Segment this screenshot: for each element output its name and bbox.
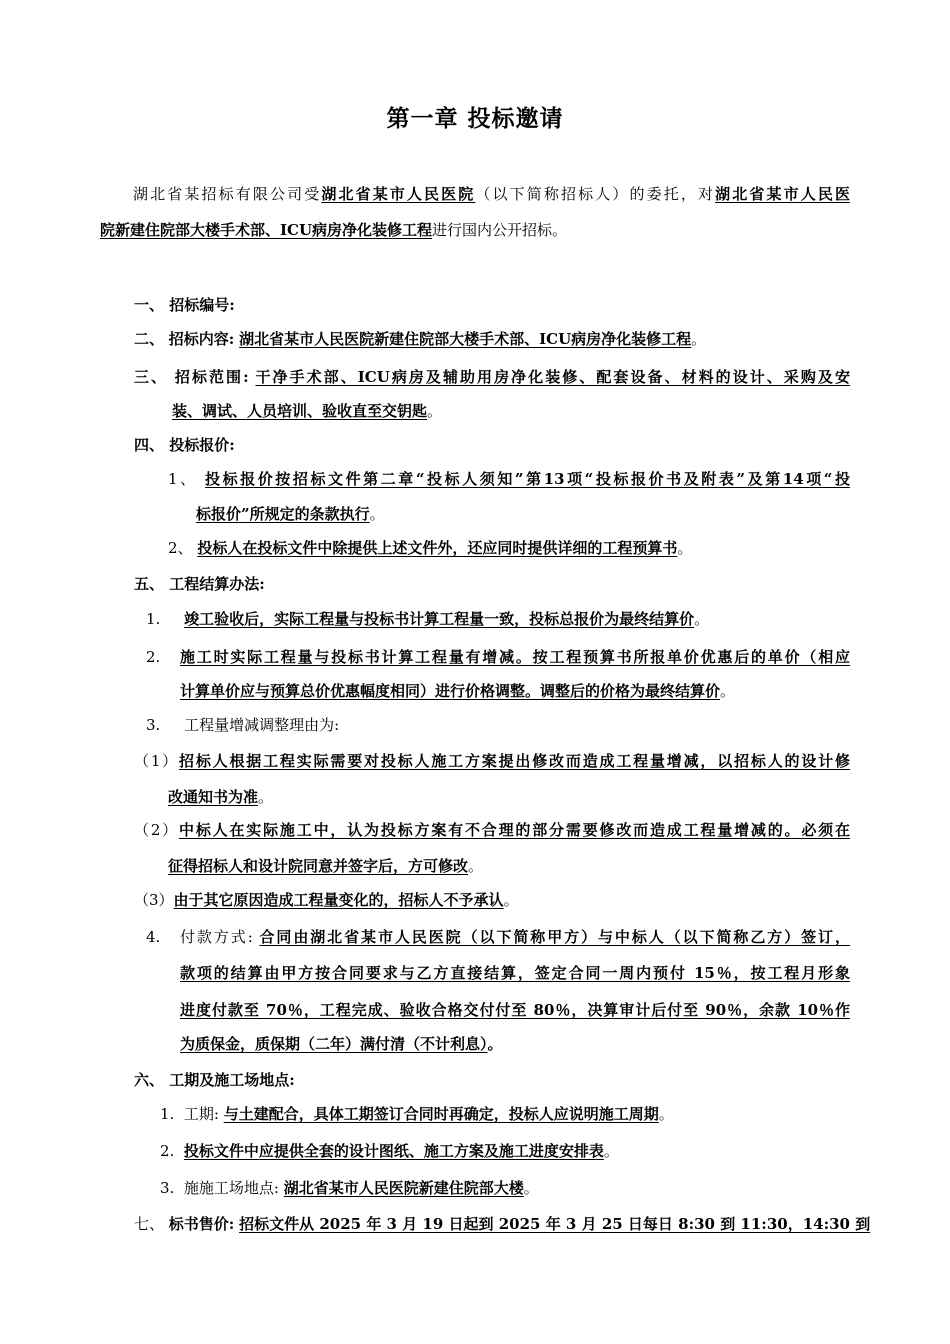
section-6-item-3 [160,1178,539,1198]
section-5-item-2-line-1 [180,647,850,667]
section-4 [134,435,235,455]
item-text: 标报价”所规定的条款执行 [196,505,370,523]
section-5-sub-1-line-2 [168,787,273,807]
item-number: 1、 [168,470,198,488]
section-number: 六、 [134,1071,165,1089]
section-6-item-2 [160,1141,619,1161]
item-text: 投标人在投标文件中除提供上述文件外，还应同时提供详细的工程预算书 [197,539,678,557]
sub-text: 改通知书为准 [168,788,259,806]
item-text: 投标文件中应提供全套的设计图纸、施工方案及施工进度安排表 [183,1142,604,1160]
project-name: 院新建住院部大楼手术部、ICU病房净化装修工程 [100,221,433,239]
section-5-item-4-line-2 [180,963,850,983]
item-text: 进度付款至 70％，工程完成、验收合格交付付至 80％，决算审计后付至 90％，余款 10％作 [180,1001,850,1019]
item-text: 施工时实际工程量与投标书计算工程量有增减。按工程预算书所报单价优惠后的单价（相应 [180,648,850,666]
punct: 。 [487,1035,503,1053]
item-label: 付款方式: [180,928,253,946]
section-5-item-4-number [146,927,160,947]
item-text: 湖北省某市人民医院新建住院部大楼 [283,1179,524,1197]
sub-text: 征得招标人和设计院同意并签字后，方可修改 [168,857,469,875]
section-3-line-2 [172,401,442,421]
punct: 。 [369,505,385,523]
item-number: 1. [160,1105,175,1123]
item-number: 3. [146,716,161,734]
section-label: 招标内容: [168,330,235,348]
intro-line-1 [133,184,850,204]
punct: 。 [427,402,443,420]
section-1 [134,295,235,315]
section-number: 一、 [134,296,165,314]
item-text: 投标报价按招标文件第二章“投标人须知”第13项“投标报价书及附表”及第14项“投 [205,470,850,488]
section-text: 湖北省某市人民医院新建住院部大楼手术部、ICU病房净化装修工程 [239,330,692,348]
section-5-sub-2-line-1 [134,820,850,840]
sub-text: 由于其它原因造成工程量变化的，招标人不予承认 [173,891,504,909]
section-5 [134,574,265,594]
chapter-title: 第一章 投标邀请 [386,105,564,132]
section-number: 三、 [134,368,169,386]
punct: 。 [677,539,693,557]
punct: 。 [523,1179,539,1197]
intro-text: （以下简称招标人）的委托，对 [475,185,716,203]
section-label: 工程结算办法: [169,575,265,593]
item-label: 施施工场地点: [183,1179,279,1197]
punct: 。 [691,330,707,348]
item-number: 2. [146,648,161,666]
item-text: 工程量增减调整理由为: [184,716,340,734]
section-5-item-1 [146,609,709,629]
section-label: 工期及施工场地点: [169,1071,295,1089]
item-text: 竣工验收后，实际工程量与投标书计算工程量一致，投标总报价为最终结算价 [184,610,695,628]
section-5-sub-2-line-2 [168,856,483,876]
section-5-item-2-line-2 [180,681,735,701]
punct: 。 [694,610,710,628]
item-text: 计算单价应与预算总价优惠幅度相同）进行价格调整。调整后的价格为最终结算价 [180,682,721,700]
section-7 [134,1214,871,1234]
item-number: 1. [146,610,161,628]
sub-number: （1） [134,752,180,770]
sub-number: （3） [134,891,174,909]
section-text: 干净手术部、ICU病房及辅助用房净化装修、配套设备、材料的设计、采购及安 [255,368,850,386]
item-text: 为质保金，质保期（二年）满付清（不计利息） [180,1035,488,1053]
section-5-sub-1-line-1 [134,751,850,771]
section-5-item-4-line-1 [180,927,850,947]
section-4-item-1-line-1 [168,469,850,489]
item-text: 款项的结算由甲方按合同要求与乙方直接结算，签定合同一周内预付 15％，按工程月形象 [180,964,850,982]
section-number: 四、 [134,436,165,454]
item-number: 2、 [168,539,193,557]
section-6 [134,1070,295,1090]
item-text: 与土建配合，具体工期签订合同时再确定，投标人应说明施工周期 [223,1105,659,1123]
punct: 。 [468,857,484,875]
section-label: 投标报价: [169,436,235,454]
sub-text: 中标人在实际施工中，认为投标方案有不合理的部分需要修改而造成工程量增减的。必须在 [179,821,850,839]
section-5-item-2-number [146,647,160,667]
intro-text: 进行国内公开招标。 [432,221,568,239]
hospital-name: 湖北省某市人民医院 [321,185,476,203]
section-5-item-3 [146,715,339,735]
section-number: 七、 [134,1215,165,1233]
section-number: 五、 [134,575,165,593]
item-label: 工期: [183,1105,219,1123]
item-number: 2. [160,1142,175,1160]
intro-text: 湖北省某招标有限公司受 [133,185,322,203]
section-text: 装、调试、人员培训、验收直至交钥匙 [172,402,428,420]
section-5-item-4-line-4 [180,1034,503,1054]
section-5-item-4-line-3 [180,1000,850,1020]
intro-line-2 [100,220,567,240]
punct: 。 [658,1105,674,1123]
section-text: 招标文件从 2025 年 3 月 19 日起到 2025 年 3 月 25 日每日 8:30 到 11:30，14:30 到 [239,1215,871,1233]
section-label: 招标范围: [174,368,249,386]
project-name-part: 湖北省某市人民医 [715,185,850,203]
section-4-item-2 [168,538,692,558]
section-label: 招标编号: [169,296,235,314]
section-3-line-1 [134,367,850,387]
sub-number: （2） [134,821,180,839]
punct: 。 [603,1142,619,1160]
punct: 。 [720,682,736,700]
punct: 。 [258,788,274,806]
punct: 。 [503,891,519,909]
section-number: 二、 [134,330,165,348]
section-2 [134,329,706,349]
section-label: 标书售价: [168,1215,235,1233]
section-5-sub-3 [134,890,519,910]
item-number: 4. [146,928,161,946]
item-text: 合同由湖北省某市人民医院（以下简称甲方）与中标人（以下简称乙方）签订， [259,928,850,946]
section-4-item-1-line-2 [196,504,385,524]
section-6-item-1 [160,1104,674,1124]
sub-text: 招标人根据工程实际需要对投标人施工方案提出修改而造成工程量增减，以招标人的设计修 [179,752,850,770]
item-number: 3. [160,1179,175,1197]
